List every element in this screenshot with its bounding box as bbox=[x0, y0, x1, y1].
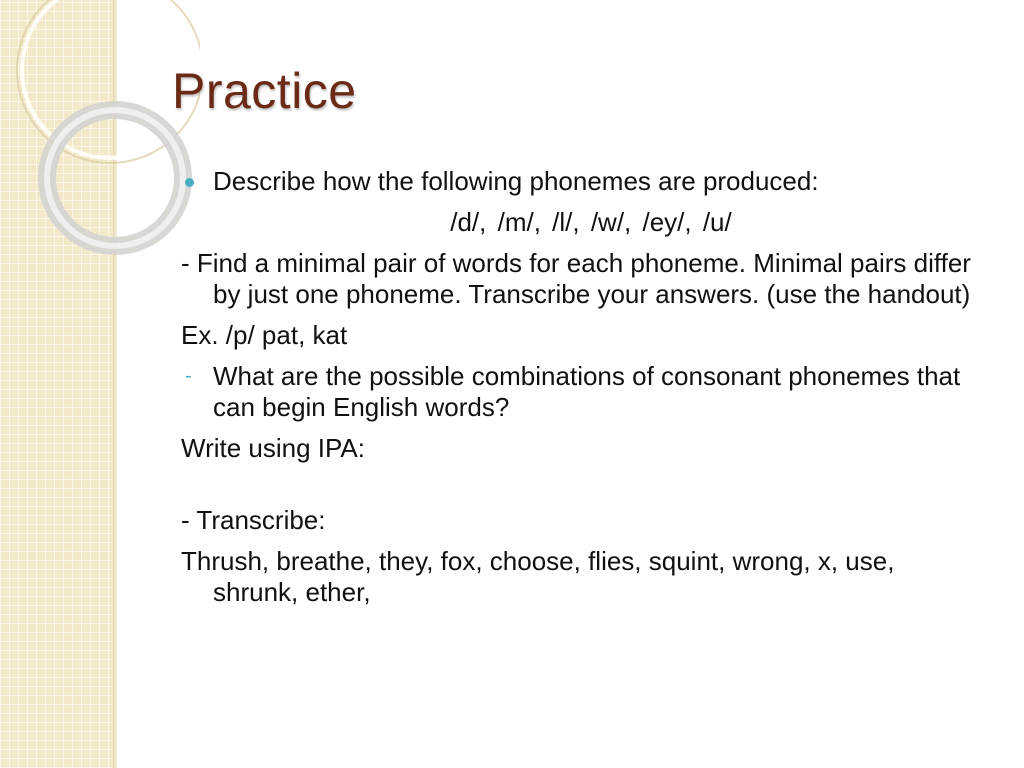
instruction-combinations-text: What are the possible combinations of consonant phonemes that can begin English words? bbox=[213, 361, 961, 422]
instruction-combinations bbox=[181, 361, 981, 423]
bullet-dash-icon: - bbox=[185, 365, 192, 387]
word-list: Thrush, breathe, they, fox, choose, flies, squint, wrong, x, use, shrunk, ether, bbox=[181, 546, 895, 607]
instruction-describe-text: Describe how the following phonemes are produced: bbox=[213, 166, 819, 196]
example-line: Ex. /p/ pat, kat bbox=[181, 320, 348, 350]
instruction-describe bbox=[181, 166, 981, 197]
slide-title: Practice bbox=[172, 63, 357, 119]
instruction-transcribe: - Transcribe: bbox=[181, 505, 326, 535]
blank-line bbox=[181, 474, 981, 505]
instruction-minimal-pair: - Find a minimal pair of words for each phoneme. Minimal pairs differ by just one phoneme. Transcribe your answers. (use the handout) bbox=[181, 248, 971, 309]
decorative-ring-lower-highlight bbox=[47, 110, 183, 246]
decorative-rings bbox=[0, 0, 200, 300]
phoneme-list: /d/, /m/, /l/, /w/, /ey/, /u/ bbox=[450, 207, 732, 237]
instruction-write-ipa: Write using IPA: bbox=[181, 433, 365, 463]
bullet-dot-icon bbox=[185, 178, 194, 187]
slide-body bbox=[181, 166, 981, 618]
